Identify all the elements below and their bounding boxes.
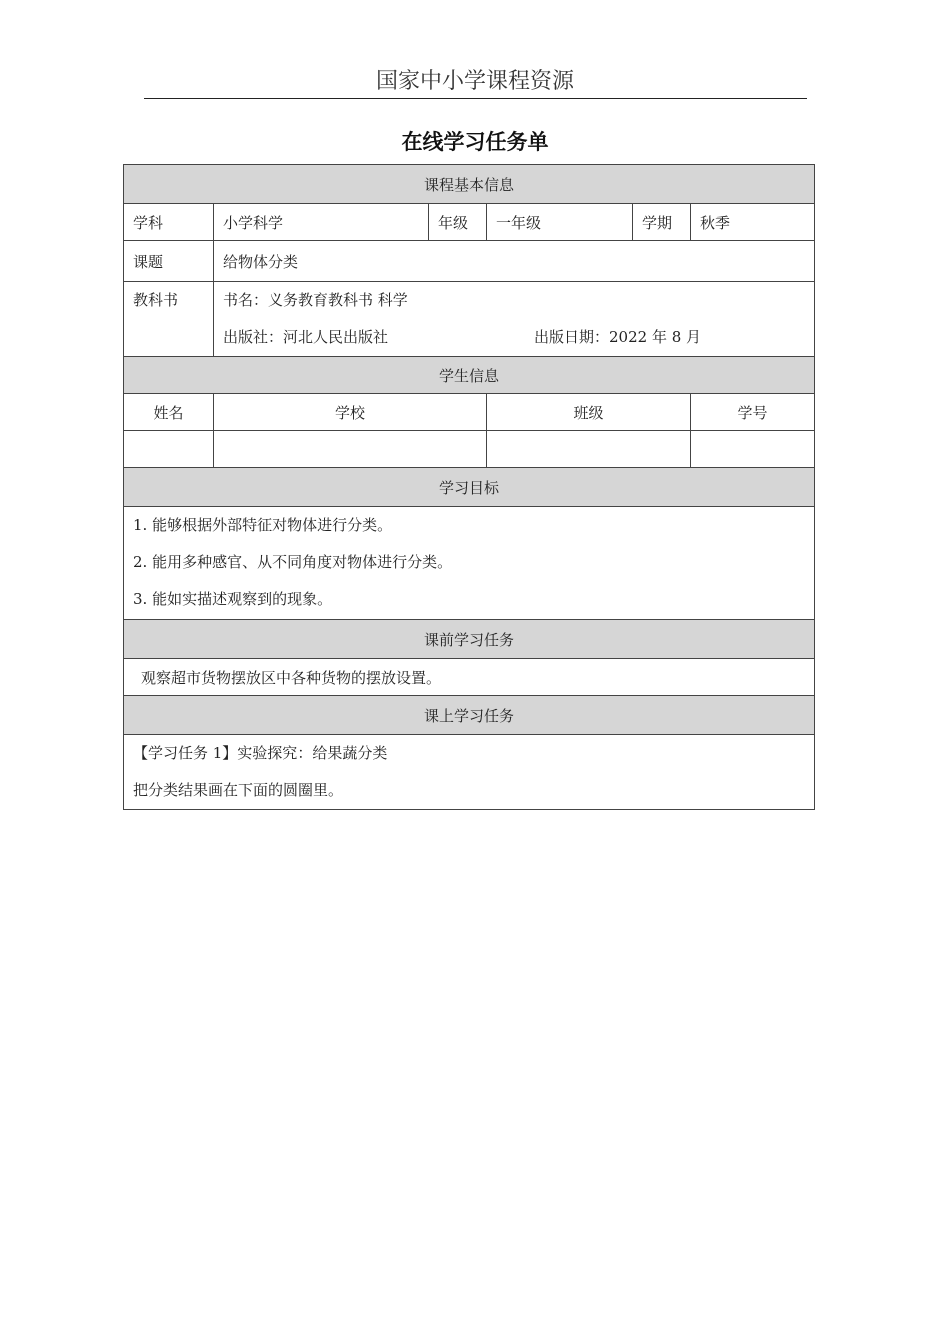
header-divider — [144, 98, 807, 99]
textbook-info-cell — [214, 282, 815, 357]
student-col-number: 学号 — [691, 394, 815, 431]
textbook-name: 书名：义务教育教科书 科学 — [223, 291, 408, 309]
document-title: 在线学习任务单 — [401, 130, 549, 154]
student-col-class: 班级 — [487, 394, 691, 431]
section-student-info: 学生信息 — [124, 357, 815, 394]
section-in-class: 课上学习任务 — [124, 696, 815, 735]
student-class-input[interactable] — [487, 431, 691, 468]
term-label: 学期 — [633, 204, 691, 241]
term-value: 秋季 — [691, 204, 815, 241]
textbook-publisher: 出版社：河北人民出版社 — [223, 328, 389, 346]
section-pre-class: 课前学习任务 — [124, 620, 815, 659]
student-name-input[interactable] — [124, 431, 214, 468]
goal-item: 1. 能够根据外部特征对物体进行分类。 — [133, 516, 393, 534]
subject-value: 小学科学 — [214, 204, 429, 241]
task-sheet-table — [123, 164, 815, 810]
goal-item: 2. 能用多种感官、从不同角度对物体进行分类。 — [133, 553, 453, 571]
resource-header-title: 国家中小学课程资源 — [375, 69, 574, 94]
textbook-publish-line — [223, 319, 805, 356]
textbook-label: 教科书 — [133, 291, 179, 309]
textbook-publish-date: 出版日期：2022 年 8 月 — [534, 328, 702, 346]
grade-value: 一年级 — [487, 204, 633, 241]
student-number-input[interactable] — [691, 431, 815, 468]
grade-label: 年级 — [429, 204, 487, 241]
task-1-instruction: 把分类结果画在下面的圆圈里。 — [133, 781, 344, 799]
task-1-title: 【学习任务 1】实验探究：给果蔬分类 — [133, 744, 388, 762]
topic-label: 课题 — [124, 241, 214, 282]
pre-class-task-text: 观察超市货物摆放区中各种货物的摆放设置。 — [124, 659, 815, 696]
topic-value: 给物体分类 — [214, 241, 815, 282]
student-col-school: 学校 — [214, 394, 487, 431]
section-course-info: 课程基本信息 — [124, 165, 815, 204]
in-class-task-area — [124, 735, 815, 810]
goals-list — [124, 507, 815, 620]
section-goals: 学习目标 — [124, 468, 815, 507]
goal-item: 3. 能如实描述观察到的现象。 — [133, 590, 333, 608]
textbook-label-cell — [124, 282, 214, 357]
subject-label: 学科 — [124, 204, 214, 241]
student-school-input[interactable] — [214, 431, 487, 468]
student-col-name: 姓名 — [124, 394, 214, 431]
